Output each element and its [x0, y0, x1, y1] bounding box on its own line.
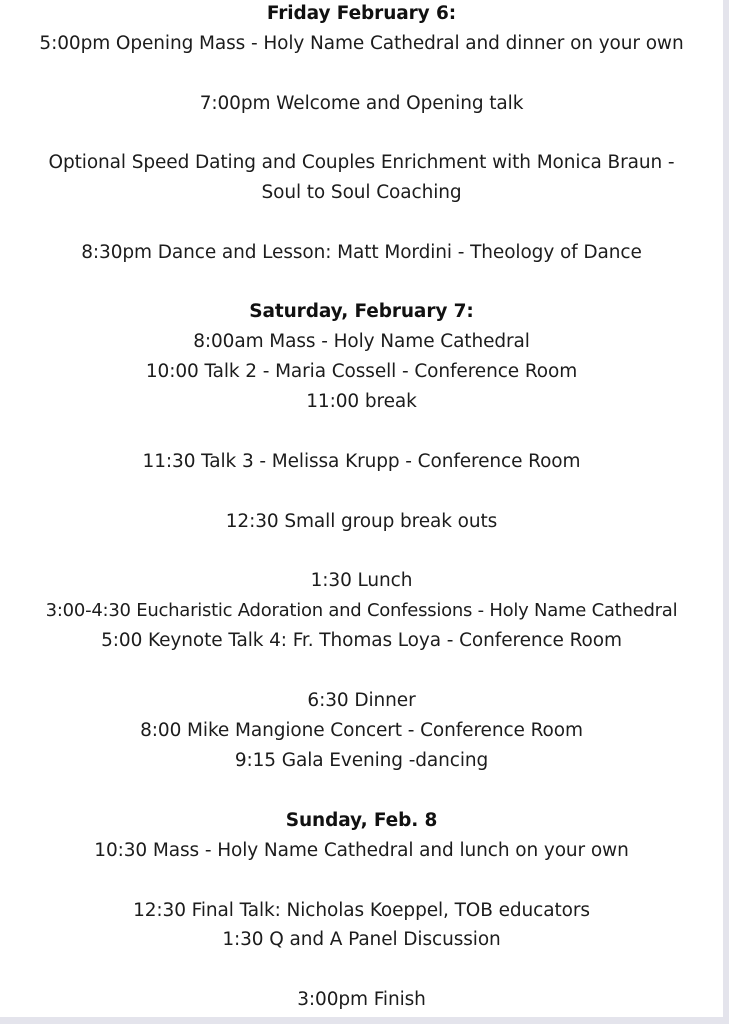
friday-item-speed-dating: Optional Speed Dating and Couples Enrichment with Monica Braun -: [48, 152, 675, 173]
saturday-item-lunch: 1:30 Lunch: [310, 570, 413, 591]
sunday-heading: Sunday, Feb. 8: [285, 810, 438, 831]
saturday-item-gala: 9:15 Gala Evening -dancing: [234, 750, 489, 771]
friday-item-speed-dating-cont: Soul to Soul Coaching: [261, 182, 462, 203]
saturday-item-talk-2: 10:00 Talk 2 - Maria Cossell - Conference Room: [145, 361, 578, 382]
sunday-item-panel: 1:30 Q and A Panel Discussion: [222, 929, 501, 950]
saturday-item-mass: 8:00am Mass - Holy Name Cathedral: [193, 331, 530, 352]
sunday-item-finish: 3:00pm Finish: [297, 989, 426, 1010]
friday-item-dance: 8:30pm Dance and Lesson: Matt Mordini - Theology of Dance: [81, 242, 642, 263]
saturday-item-dinner: 6:30 Dinner: [307, 690, 416, 711]
saturday-heading: Saturday, February 7:: [249, 301, 474, 322]
saturday-item-small-groups: 12:30 Small group break outs: [225, 511, 498, 532]
saturday-item-break: 11:00 break: [306, 391, 417, 412]
saturday-item-keynote: 5:00 Keynote Talk 4: Fr. Thomas Loya - Conference Room: [101, 630, 622, 651]
friday-item-opening-mass: 5:00pm Opening Mass - Holy Name Cathedral and dinner on your own: [39, 33, 684, 54]
sunday-item-final-talk: 12:30 Final Talk: Nicholas Koeppel, TOB educators: [133, 900, 590, 921]
friday-item-welcome: 7:00pm Welcome and Opening talk: [199, 93, 524, 114]
saturday-item-adoration: 3:00-4:30 Eucharistic Adoration and Confessions - Holy Name Cathedral: [45, 600, 678, 621]
saturday-item-concert: 8:00 Mike Mangione Concert - Conference Room: [140, 720, 583, 741]
sunday-item-mass: 10:30 Mass - Holy Name Cathedral and lunch on your own: [94, 840, 629, 861]
friday-heading: Friday February 6:: [266, 3, 457, 24]
saturday-item-talk-3: 11:30 Talk 3 - Melissa Krupp - Conference Room: [142, 451, 581, 472]
